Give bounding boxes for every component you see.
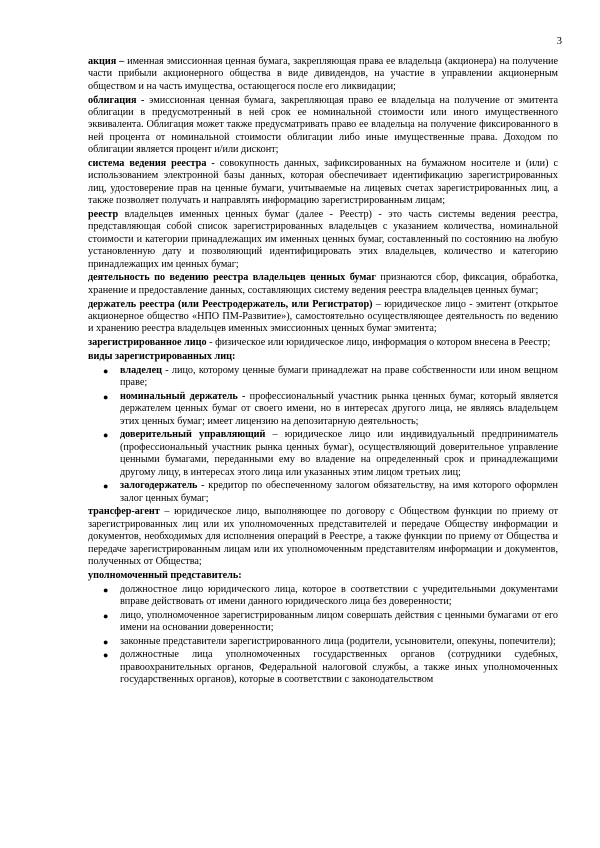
- definition-text: признаются сбор, фиксация, обработка, хранение и предоставление данных, составляющих систему ведения реестра владельцев ценных бумаг;: [88, 272, 558, 296]
- term: зарегистрированное лицо: [88, 337, 207, 349]
- types-list: [88, 365, 558, 505]
- term: облигация -: [88, 94, 145, 106]
- term: доверительный управляющий: [120, 429, 266, 441]
- item-text: кредитор по обеспеченному залогом обязательству, на имя которого оформлен залог ценных бумаг;: [120, 480, 558, 504]
- item-text: должностные лица уполномоченных государственных органов (сотрудники судебных, правоохранительных органов, Федеральной налоговой службы, а также иных уполномоченных государственных органов), которые в соответствии с законодательством: [120, 649, 558, 685]
- definition-text: - физическое или юридическое лицо, информация о котором внесена в Реестр;: [206, 337, 551, 349]
- bullet-icon: ●: [103, 610, 109, 621]
- term: акция –: [88, 56, 125, 67]
- definition-transfer-agent: [88, 506, 558, 568]
- list-item: [88, 365, 558, 390]
- list-item: [88, 610, 558, 635]
- item-text: законные представители зарегистрированного лица (родители, усыновители, опекуны, попечители);: [120, 635, 556, 647]
- definition-text: – юридическое лицо, выполняющее по договору с Обществом функции по приему от зарегистрированных лиц или их уполномоченных представителей и передаче Обществу информации и документов, необходимых для исполнения операций в Реестре, а также функции по приему от Общества и передаче зарегистрированным лицам или их уполномоченным представителям информации и документов, полученных от Общества;: [88, 506, 558, 567]
- definition-text: владельцев именных ценных бумаг (далее - Реестр) - это часть системы ведения реестра, представляющая собой список зарегистрированных владельцев с указанием количества, номинальной стоимости и категории принадлежащих им именных ценных бумаг, составленный по состоянию на любую установленную дату и позволяющий идентифицировать этих владельцев, количество и категорию принадлежащих им ценных бумаг;: [88, 209, 558, 270]
- term: трансфер-агент: [88, 506, 160, 518]
- representatives-list: [88, 584, 558, 687]
- term: владелец: [120, 364, 162, 376]
- bullet-icon: ●: [103, 584, 109, 595]
- term: номинальный держатель -: [120, 390, 246, 402]
- item-text: - лицо, которому ценные бумаги принадлежат на праве собственности или ином вещном праве;: [120, 364, 558, 389]
- definition-sistema-vedeniya-reestra: [88, 158, 558, 208]
- definition-deyatelnost: [88, 272, 558, 297]
- term: реестр: [88, 209, 119, 221]
- definition-derzhatel-reestra: [88, 299, 558, 336]
- bullet-icon: ●: [103, 636, 109, 647]
- definition-reestr: [88, 209, 558, 271]
- term: деятельность по ведению реестра владельцев ценных бумаг: [88, 272, 376, 284]
- definition-obligaciya: [88, 95, 558, 157]
- types-heading: виды зарегистрированных лиц:: [88, 351, 236, 363]
- list-item: [88, 636, 558, 648]
- page-number: 3: [556, 36, 562, 47]
- item-text: профессиональный участник рынка ценных бумаг, который является держателем ценных бумаг от своего имени, но в интересах другого лица, не являясь владельцем этих ценных бумаг; имеет лицензию на депозитарную деятельность;: [120, 390, 559, 427]
- term: залогодержатель -: [120, 480, 205, 492]
- definition-text: эмиссионная ценная бумага, закрепляющая право ее владельца на получение от эмитента облигации в предусмотренный в ней срок ее номинальной стоимости или иного имущественного эквивалента. Облигация может также предусматривать право ее владельца на получение фиксированного в ней процента от номинальной стоимости облигации либо иные имущественные права. Доходом по облигации является процент и/или дисконт;: [88, 94, 559, 156]
- bullet-icon: ●: [103, 365, 109, 376]
- term: система ведения реестра -: [88, 158, 215, 170]
- item-text: лицо, уполномоченное зарегистрированным лицом совершать действия с ценными бумагами от его имени на основании доверенности;: [120, 609, 558, 633]
- list-item: [88, 429, 558, 479]
- definition-text: именная эмиссионная ценная бумага, закрепляющая права ее владельца (акционера) на получение части прибыли акционерного общества в виде дивидендов, на участие в управлении акционерным обществом и на часть имущества, остающегося после его ликвидации;: [88, 56, 558, 92]
- list-item: [88, 584, 558, 609]
- definition-text: – юридическое лицо - эмитент (открытое акционерное общество «НПО ПМ-Развитие»), самостоятельно осуществляющее деятельность по ведению и хранению реестра владельцев именных эмиссионных ценных бумаг эмитента;: [88, 298, 558, 335]
- bullet-icon: ●: [103, 650, 109, 661]
- list-item: [88, 480, 558, 505]
- bullet-icon: ●: [103, 481, 109, 492]
- definition-text: совокупность данных, зафиксированных на бумажном носителе и (или) с использованием электронной базы данных, которая обеспечивает идентификацию зарегистрированных лиц, удостоверение прав на ценные бумаги, учитываемые на лицевых счетах зарегистрированных лиц, а также позволяет получать и направлять информацию зарегистрированным лицам;: [88, 158, 558, 207]
- term: держатель реестра (или Реестродержатель, или Регистратор): [88, 298, 373, 310]
- list-item: [88, 649, 558, 686]
- definition-akciya: [88, 56, 558, 93]
- definition-zaregistrirovannoe-lico: [88, 337, 558, 349]
- bullet-icon: ●: [103, 430, 109, 441]
- document-body: [88, 56, 558, 688]
- list-item: [88, 391, 558, 428]
- item-text: – юридическое лицо или индивидуальный предприниматель (профессиональный участник рынка ценных бумаг), осуществляющий доверительное управление ценными бумагами, переданными ему во владение на определенный срок и принадлежащими другому лицу, в интересах этого лица или указанных этим лицом третьих лиц;: [120, 429, 558, 478]
- bullet-icon: ●: [103, 391, 109, 402]
- representatives-heading: уполномоченный представитель:: [88, 569, 242, 581]
- item-text: должностное лицо юридического лица, которое в соответствии с учредительными документами вправе действовать от имени данного юридического лица без доверенности;: [120, 583, 558, 607]
